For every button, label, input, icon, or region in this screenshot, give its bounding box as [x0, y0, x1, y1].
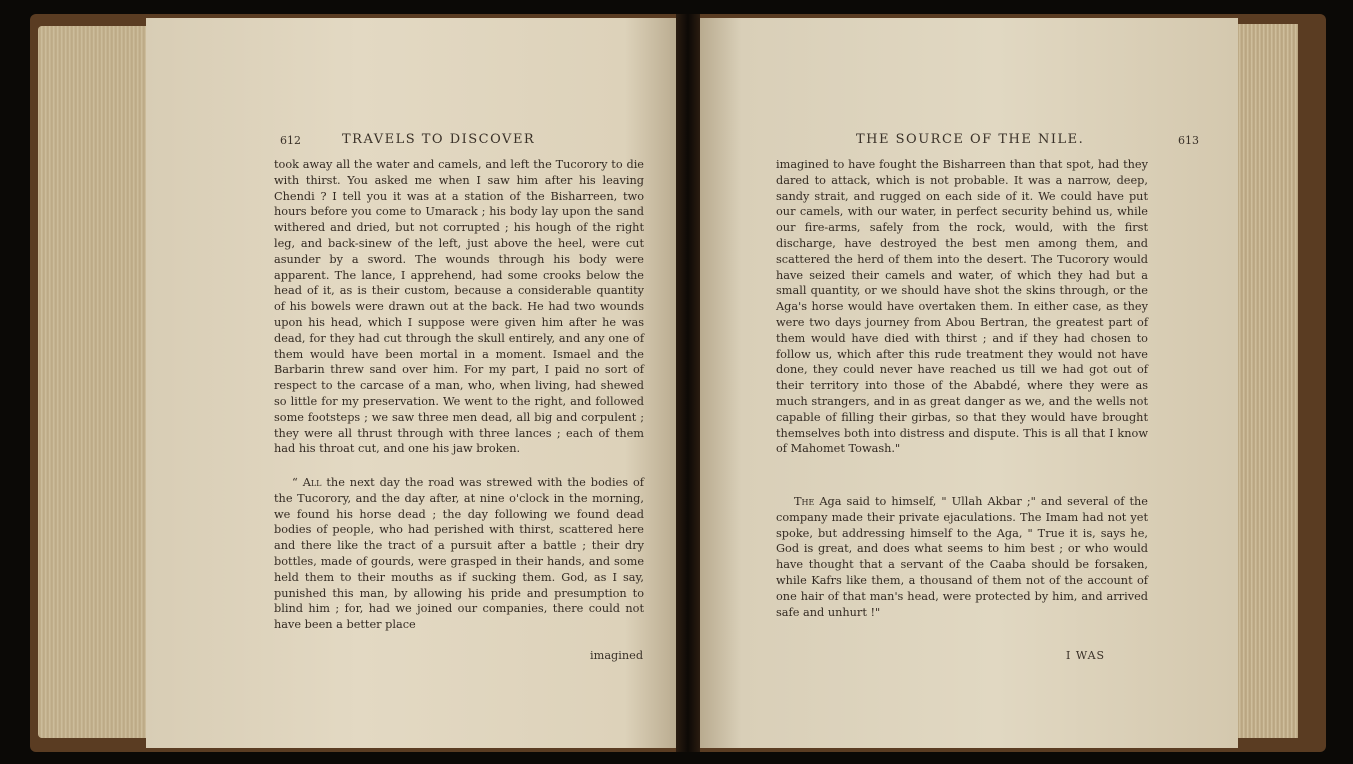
right-paragraph-1 — [776, 157, 1148, 457]
right-page-number: 613 — [1178, 134, 1199, 147]
left-page — [146, 18, 678, 748]
right-paragraph-2-text: Aga said to himself, " Ullah Akbar ;" and several of the company made their private ejaculations. The Imam had not yet spoke, but addressing himself to the Aga, " True it is, says he, God is great, and does what seems to him best ; or who would have thought that a servant of the Caaba should be forsaken, while Kafrs like them, a thousand of them not of the account of one hair of that man's head, were protected by him, and arrived safe and unhurt !" — [776, 495, 1148, 619]
right-catchword: I WAS — [1066, 649, 1106, 662]
right-paragraph-2 — [776, 494, 1148, 620]
right-page-edges — [1236, 24, 1298, 738]
right-paragraph-2-lead: The — [794, 495, 815, 508]
left-paragraph-2-text: the next day the road was strewed with the bodies of the Tucorory, and the day after, at nine o'clock in the morning, we found his horse dead ; the day following we found dead bodies of people, who had perished with thirst, scattered here and there like the tract of a pursuit after a battle ; their dry bottles, made of gourds, were grasped in their hands, and some held them to their mouths as if sucking them. God, as I say, punished this man, by allowing his pride and presumption to blind him ; for, had we joined our companies, there could not have been a better place — [274, 476, 644, 632]
left-running-head: TRAVELS TO DISCOVER — [342, 132, 536, 147]
left-page-edges — [38, 26, 148, 738]
left-paragraph-1-text: took away all the water and camels, and left the Tucorory to die with thirst. You asked me when I saw him after his leaving Chendi ? I tell you it was at a station of the Bisharreen, two hours before you come to Umarack ; his body lay upon the sand withered and dried, but not corrupted ; his hough of the right leg, and back-sinew of the left, just above the heel, were cut asunder by a sword. The wounds through his body were apparent. The lance, I apprehend, had some crooks below the head of it, as is their custom, because a considerable quantity of his bowels were drawn out at the back. He had two wounds upon his head, which I suppose were given him after he was dead, for they had cut through the skull entirely, and any one of them would have been mortal in a moment. Ismael and the Barbarin threw sand over him. For my part, I paid no sort of respect to the carcase of a man, who, when living, had shewed so little for my preservation. We went to the right, and followed some footsteps ; we saw three men dead, all big and corpulent ; they were all thrust through with three lances ; each of them had his throat cut, and one his jaw broken. — [274, 158, 644, 456]
right-running-head: THE SOURCE OF THE NILE. — [856, 132, 1085, 147]
book-gutter — [676, 14, 700, 752]
right-page — [698, 18, 1238, 748]
left-page-number: 612 — [280, 134, 301, 147]
left-paragraph-1 — [274, 157, 644, 457]
left-catch-line: imagined — [590, 649, 644, 662]
right-paragraph-1-text: imagined to have fought the Bisharreen than that spot, had they dared to attack, which is not probable. It was a narrow, deep, sandy strait, and rugged on each side of it. We could have put our camels, with our water, in perfect security behind us, while our fire-arms, safely from the rock, would, with the first discharge, have destroyed the best men among them, and scattered the herd of them into the desert. The Tucorory would have seized their camels and water, of which they had but a small quantity, or we should have shot the skins through, or the Aga's horse would have overtaken them. In either case, as they were two days journey from Abou Bertran, the greatest part of them would have died with thirst ; and if they had chosen to follow us, which after this rude treatment they would not have done, they could never have reached us till we had got out of their territory into those of the Ababdé, where they were as much strangers, and in as great danger as we, and the wells not capable of filling their girbas, so that they would have brought themselves both into distress and dispute. This is all that I know of Mahomet Towash." — [776, 158, 1148, 456]
left-paragraph-2: “ All the next day the road was strewed with the bodies of the Tucorory, and the day after, at nine o'clock in the morning, we found his horse dead ; the day following we found dead bodies of people, who had perished with thirst, scattered here and there like the tract of a pursuit after a battle ; their dry bottles, made of gourds, were grasped in their hands, and some held them to their mouths as if sucking them. God, as I say, punished this man, by allowing his pride and presumption to blind him ; for, had we joined our companies, there could not have been a better place — [274, 476, 644, 632]
left-paragraph-2-lead: All — [302, 476, 322, 489]
